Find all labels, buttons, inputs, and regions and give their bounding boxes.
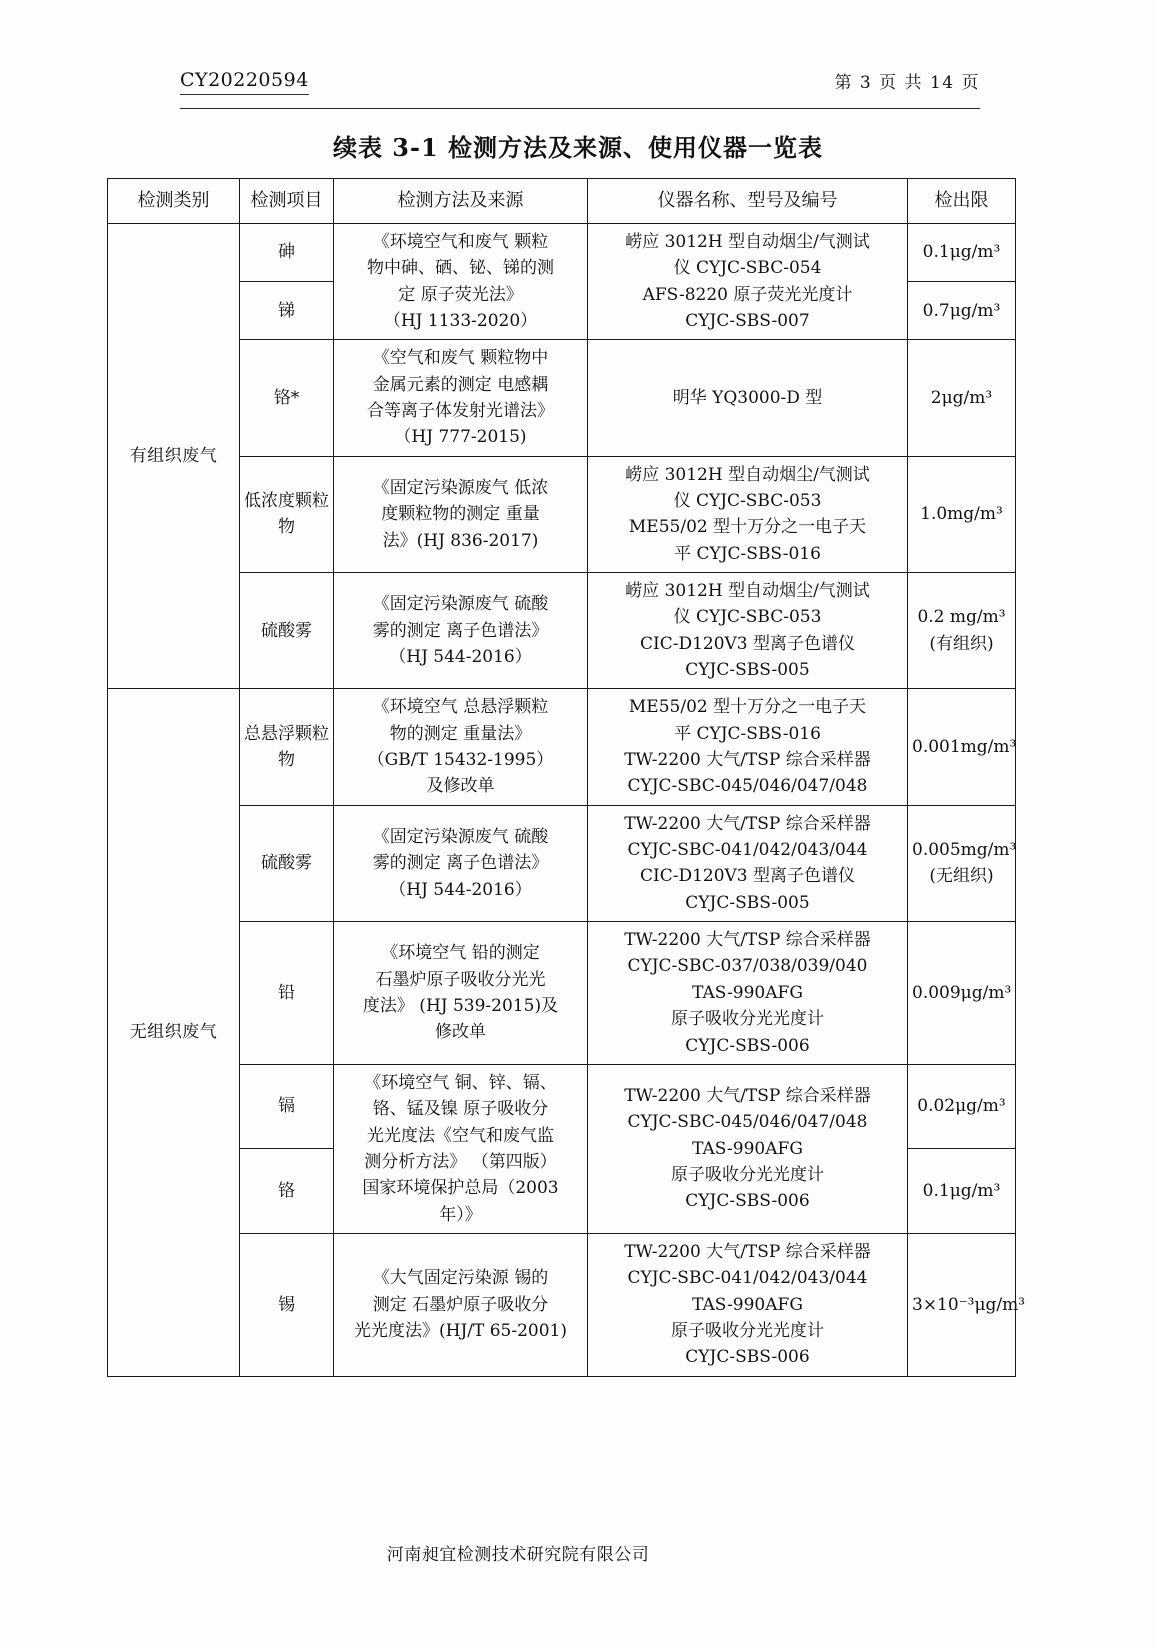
cell-detection-limit: 0.7μg/m³ xyxy=(908,282,1016,340)
table-row xyxy=(108,1233,1016,1376)
page-number: 第 3 页 共 14 页 xyxy=(834,73,980,93)
table-row xyxy=(108,689,1016,805)
cell-item: 铬* xyxy=(240,340,334,456)
cell-method: 《环境空气 铜、锌、镉、 铬、锰及镍 原子吸收分 光光度法《空气和废气监 测分析方法》 （第四版） 国家环境保护总局（2003 年）》 xyxy=(334,1064,588,1233)
cell-method: 《环境空气 铅的测定 石墨炉原子吸收分光光 度法》 (HJ 539-2015)及 修改单 xyxy=(334,922,588,1065)
page-title: 续表 3-1 检测方法及来源、使用仪器一览表 xyxy=(332,133,824,162)
cell-item: 铬 xyxy=(240,1149,334,1234)
cell-method: 《环境空气和废气 颗粒 物中砷、硒、铋、锑的测 定 原子荧光法》 （HJ 1133-2020） xyxy=(334,223,588,339)
cell-instrument: TW-2200 大气/TSP 综合采样器 CYJC-SBC-045/046/047/048 TAS-990AFG 原子吸收分光光度计 CYJC-SBS-006 xyxy=(588,1064,908,1233)
cell-detection-limit: 1.0mg/m³ xyxy=(908,456,1016,572)
table-header-row xyxy=(108,179,1016,224)
cell-detection-limit: 3×10⁻³μg/m³ xyxy=(908,1233,1016,1376)
cell-instrument: TW-2200 大气/TSP 综合采样器 CYJC-SBC-037/038/039/040 TAS-990AFG 原子吸收分光光度计 CYJC-SBS-006 xyxy=(588,922,908,1065)
cell-item: 镉 xyxy=(240,1064,334,1149)
header-divider xyxy=(180,108,980,109)
column-header-item: 检测项目 xyxy=(240,179,334,224)
cell-item: 硫酸雾 xyxy=(240,805,334,921)
cell-item: 砷 xyxy=(240,223,334,281)
cell-method: 《固定污染源废气 硫酸 雾的测定 离子色谱法》 （HJ 544-2016） xyxy=(334,573,588,689)
cell-method: 《大气固定污染源 锡的 测定 石墨炉原子吸收分 光光度法》(HJ/T 65-2001) xyxy=(334,1233,588,1376)
cell-instrument: 明华 YQ3000-D 型 xyxy=(588,340,908,456)
cell-instrument: 崂应 3012H 型自动烟尘/气测试 仪 CYJC-SBC-053 ME55/02 型十万分之一电子天 平 CYJC-SBS-016 xyxy=(588,456,908,572)
table-row xyxy=(108,922,1016,1065)
cell-instrument: 崂应 3012H 型自动烟尘/气测试 仪 CYJC-SBC-053 CIC-D120V3 型离子色谱仪 CYJC-SBS-005 xyxy=(588,573,908,689)
cell-category: 有组织废气 xyxy=(108,223,240,689)
cell-detection-limit: 0.1μg/m³ xyxy=(908,223,1016,281)
cell-method: 《环境空气 总悬浮颗粒 物的测定 重量法》 （GB/T 15432-1995） 及修改单 xyxy=(334,689,588,805)
cell-detection-limit: 0.001mg/m³ xyxy=(908,689,1016,805)
page-header xyxy=(180,68,980,95)
table-row xyxy=(108,1064,1016,1149)
cell-item: 锡 xyxy=(240,1233,334,1376)
cell-method: 《固定污染源废气 硫酸 雾的测定 离子色谱法》 （HJ 544-2016） xyxy=(334,805,588,921)
column-header-limit: 检出限 xyxy=(908,179,1016,224)
cell-instrument: 崂应 3012H 型自动烟尘/气测试 仪 CYJC-SBC-054 AFS-8220 原子荧光光度计 CYJC-SBS-007 xyxy=(588,223,908,339)
table-row xyxy=(108,340,1016,456)
document-code: CY20220594 xyxy=(180,69,309,95)
table-row xyxy=(108,456,1016,572)
column-header-category: 检测类别 xyxy=(108,179,240,224)
cell-item: 总悬浮颗粒物 xyxy=(240,689,334,805)
cell-method: 《固定污染源废气 低浓 度颗粒物的测定 重量 法》(HJ 836-2017) xyxy=(334,456,588,572)
cell-detection-limit: 2μg/m³ xyxy=(908,340,1016,456)
cell-item: 锑 xyxy=(240,282,334,340)
cell-detection-limit: 0.005mg/m³ (无组织) xyxy=(908,805,1016,921)
cell-item: 低浓度颗粒物 xyxy=(240,456,334,572)
column-header-method: 检测方法及来源 xyxy=(334,179,588,224)
cell-detection-limit: 0.02μg/m³ xyxy=(908,1064,1016,1149)
cell-item: 铅 xyxy=(240,922,334,1065)
page-footer: 河南昶宜检测技术研究院有限公司 xyxy=(386,1545,650,1565)
cell-instrument: TW-2200 大气/TSP 综合采样器 CYJC-SBC-041/042/043/044 CIC-D120V3 型离子色谱仪 CYJC-SBS-005 xyxy=(588,805,908,921)
table-row xyxy=(108,223,1016,281)
cell-detection-limit: 0.2 mg/m³ (有组织) xyxy=(908,573,1016,689)
cell-detection-limit: 0.009μg/m³ xyxy=(908,922,1016,1065)
cell-instrument: ME55/02 型十万分之一电子天 平 CYJC-SBS-016 TW-2200 大气/TSP 综合采样器 CYJC-SBC-045/046/047/048 xyxy=(588,689,908,805)
cell-method: 《空气和废气 颗粒物中 金属元素的测定 电感耦 合等离子体发射光谱法》 （HJ 777-2015) xyxy=(334,340,588,456)
column-header-instrument: 仪器名称、型号及编号 xyxy=(588,179,908,224)
table-row xyxy=(108,805,1016,921)
cell-item: 硫酸雾 xyxy=(240,573,334,689)
cell-detection-limit: 0.1μg/m³ xyxy=(908,1149,1016,1234)
method-table-container xyxy=(107,178,1026,1377)
cell-instrument: TW-2200 大气/TSP 综合采样器 CYJC-SBC-041/042/043/044 TAS-990AFG 原子吸收分光光度计 CYJC-SBS-006 xyxy=(588,1233,908,1376)
method-table xyxy=(107,178,1026,1377)
cell-category: 无组织废气 xyxy=(108,689,240,1376)
table-row xyxy=(108,573,1016,689)
